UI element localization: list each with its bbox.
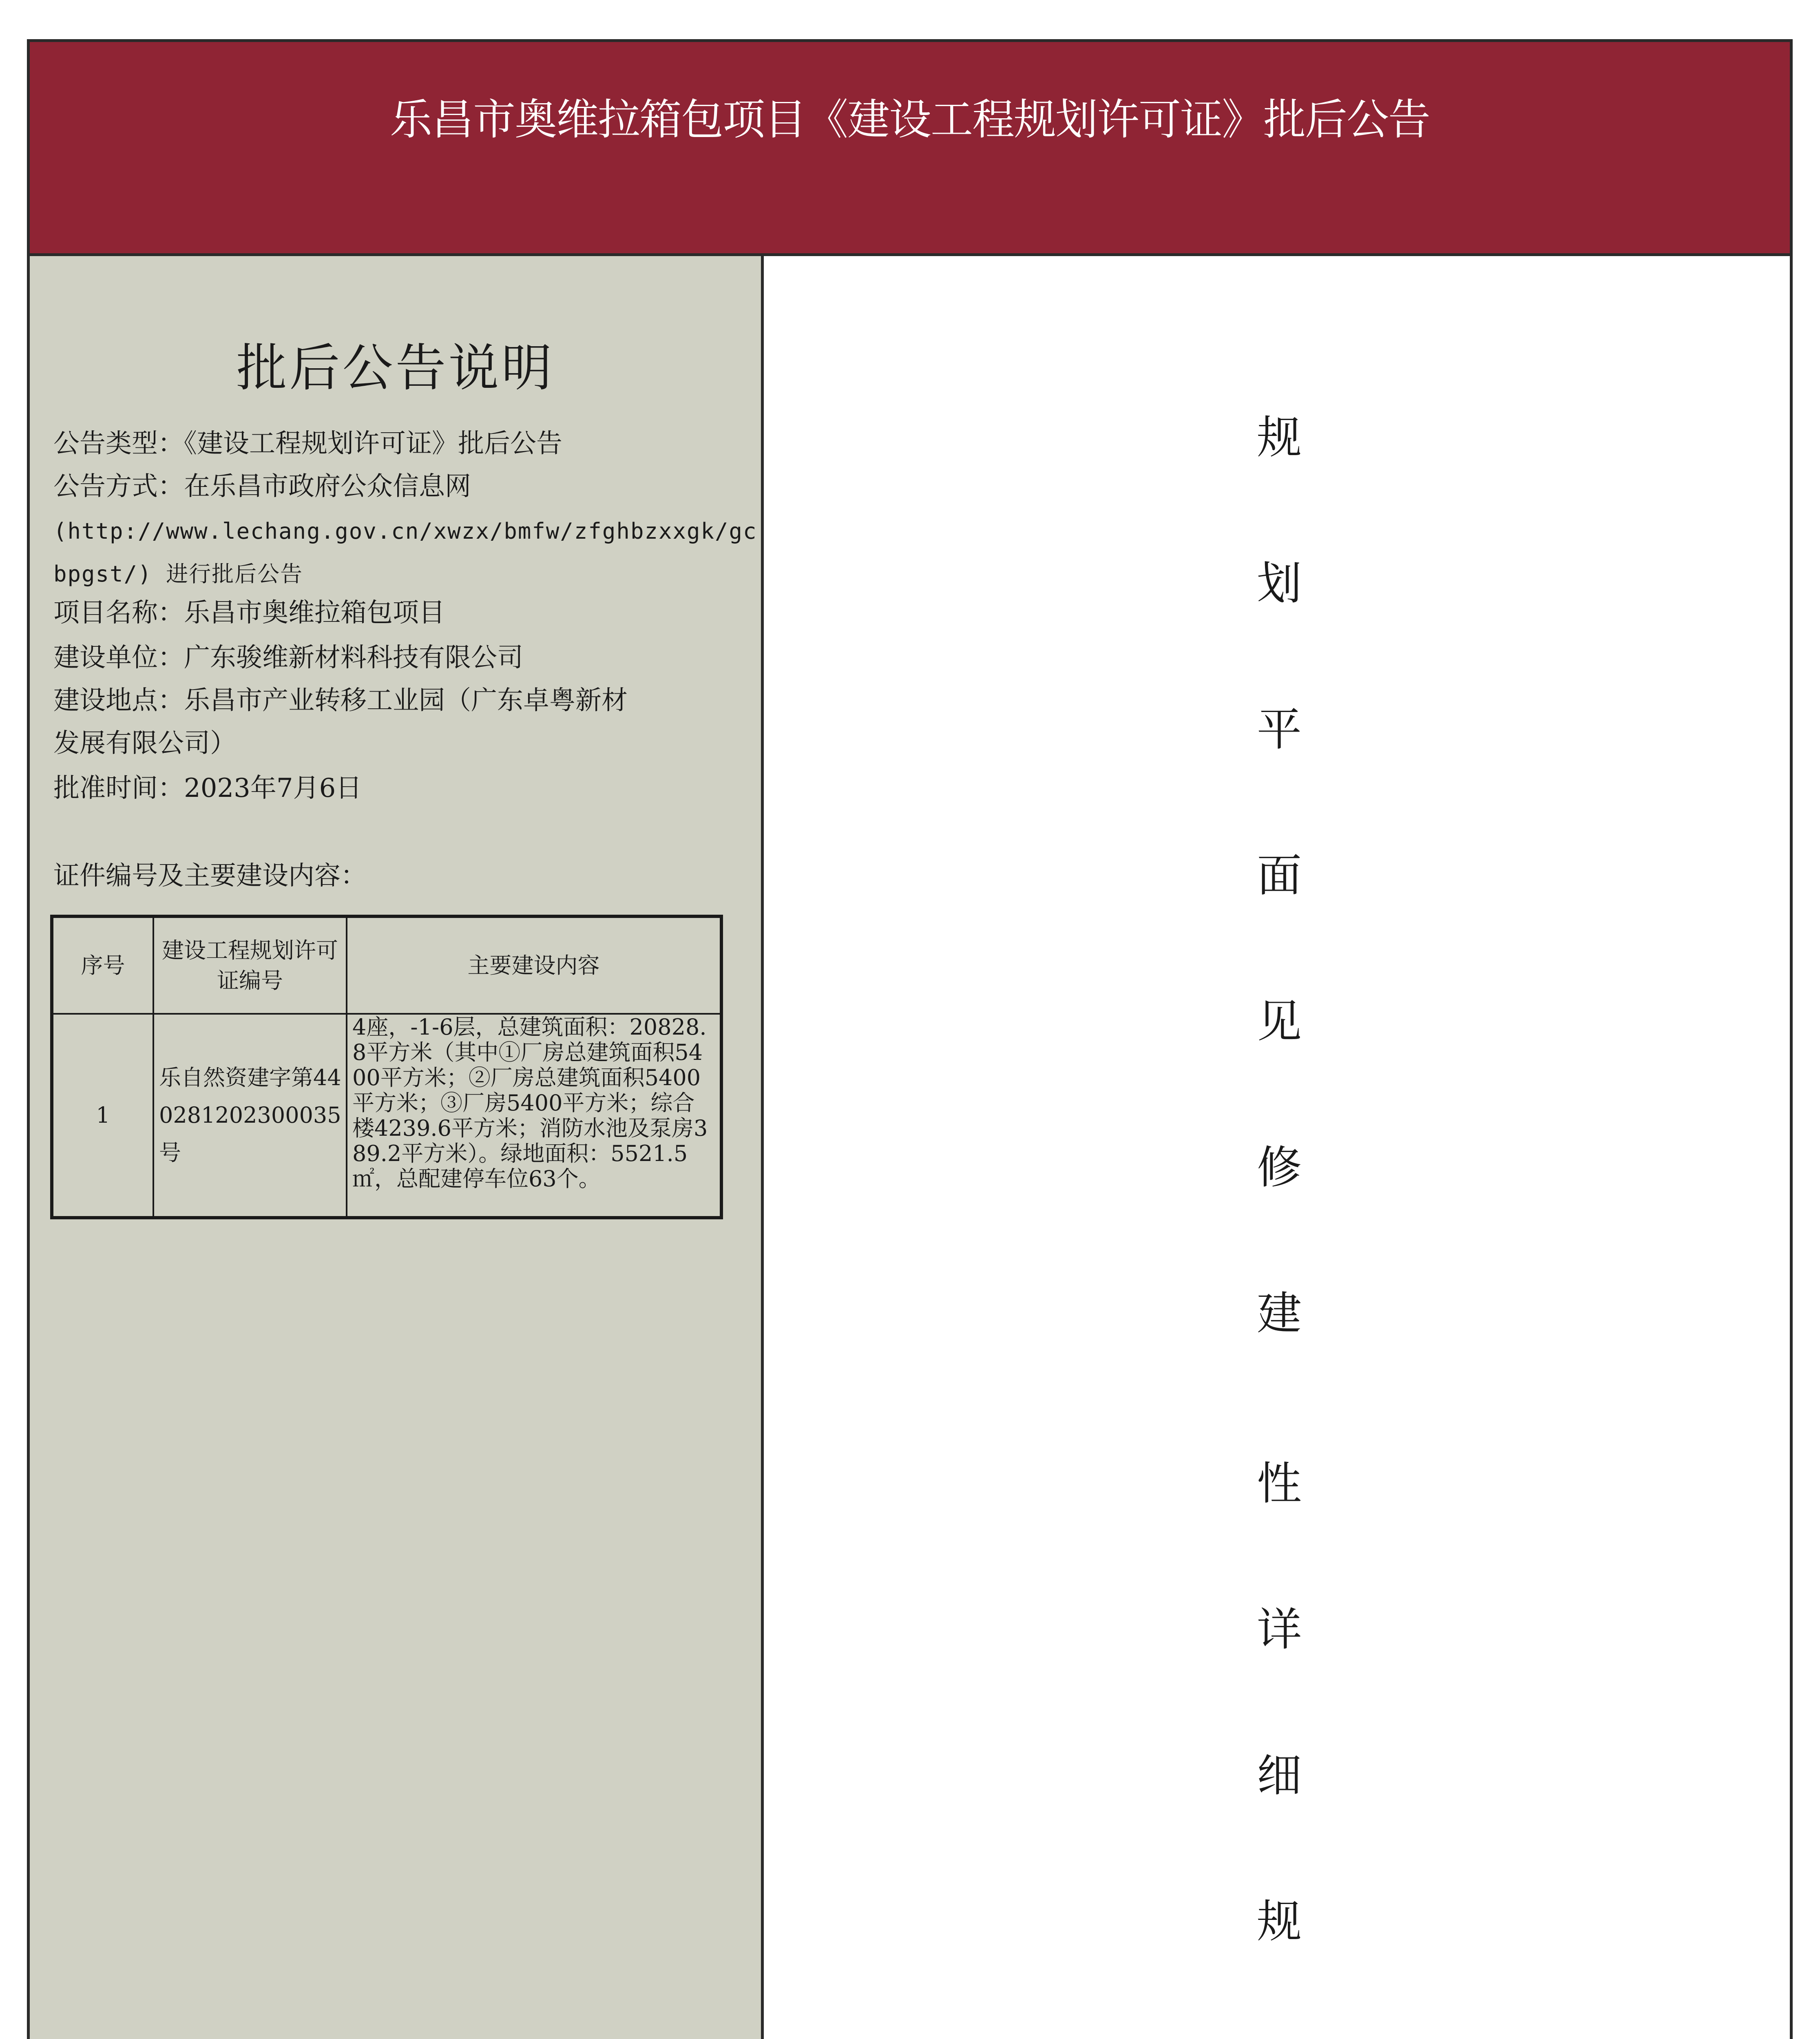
vertical-caption-char: 平 — [1257, 703, 1302, 756]
vertical-caption-char: 修 — [1257, 1141, 1302, 1194]
table-cell-permit: 乐自然资建字第440281202300035号 — [159, 1065, 341, 1165]
table-header-seq: 序号 — [81, 952, 125, 978]
site-continued-line: 发展有限公司） — [53, 728, 236, 759]
vertical-caption-char: 性 — [1257, 1457, 1302, 1510]
table-header-content: 主要建设内容 — [467, 952, 600, 978]
notice-header — [30, 42, 1790, 256]
vertical-caption-char: 规 — [1257, 1895, 1302, 1948]
table-cell-content: 4座，-1-6层，总建筑面积：20828.8平方米（其中①厂房总建筑面积5400平方米；②厂房总建筑面积5400平方米；③厂房5400平方米；综合楼4239.6平方米；消防水池及泵房389.2平方米）。绿地面积：5521.5㎡，总配建停车位63个。 — [352, 1014, 708, 1192]
project-name-line: 项目名称：乐昌市奥维拉箱包项目 — [53, 598, 445, 628]
notice-frame — [27, 39, 1793, 2039]
table-cell-seq: 1 — [96, 1102, 110, 1128]
plan-drawing-panel — [764, 256, 1790, 2039]
notice-url-continued-line: bpgst/) 进行批后公告 — [53, 561, 303, 587]
announcement-panel-title: 批后公告说明 — [236, 339, 555, 398]
notice-title: 乐昌市奥维拉箱包项目《建设工程规划许可证》批后公告 — [389, 95, 1430, 144]
notice-url-line: (http://www.lechang.gov.cn/xwzx/bmfw/zfghbzxxgk/gc — [53, 518, 757, 544]
vertical-caption-char: 细 — [1257, 1749, 1302, 1802]
vertical-caption-char: 见 — [1257, 995, 1302, 1048]
vertical-caption-char: 面 — [1257, 849, 1302, 902]
table-caption: 证件编号及主要建设内容： — [53, 861, 367, 891]
builder-line: 建设单位：广东骏维新材料科技有限公司 — [53, 643, 523, 673]
site-line: 建设地点：乐昌市产业转移工业园（广东卓粤新材 — [53, 686, 628, 716]
announcement-panel — [30, 256, 764, 2039]
notice-method-line: 公告方式：在乐昌市政府公众信息网 — [53, 471, 471, 502]
vertical-caption-char: 规 — [1257, 411, 1302, 464]
vertical-caption-char: 划 — [1257, 557, 1302, 610]
approval-date-line: 批准时间：2023年7月6日 — [53, 773, 362, 803]
vertical-caption-char: 详 — [1257, 1603, 1302, 1656]
vertical-caption-char: 建 — [1257, 1287, 1302, 1340]
permit-table — [50, 915, 723, 1219]
notice-type-line: 公告类型：《建设工程规划许可证》批后公告 — [53, 429, 562, 459]
table-header-permit: 建设工程规划许可证编号 — [162, 937, 338, 993]
